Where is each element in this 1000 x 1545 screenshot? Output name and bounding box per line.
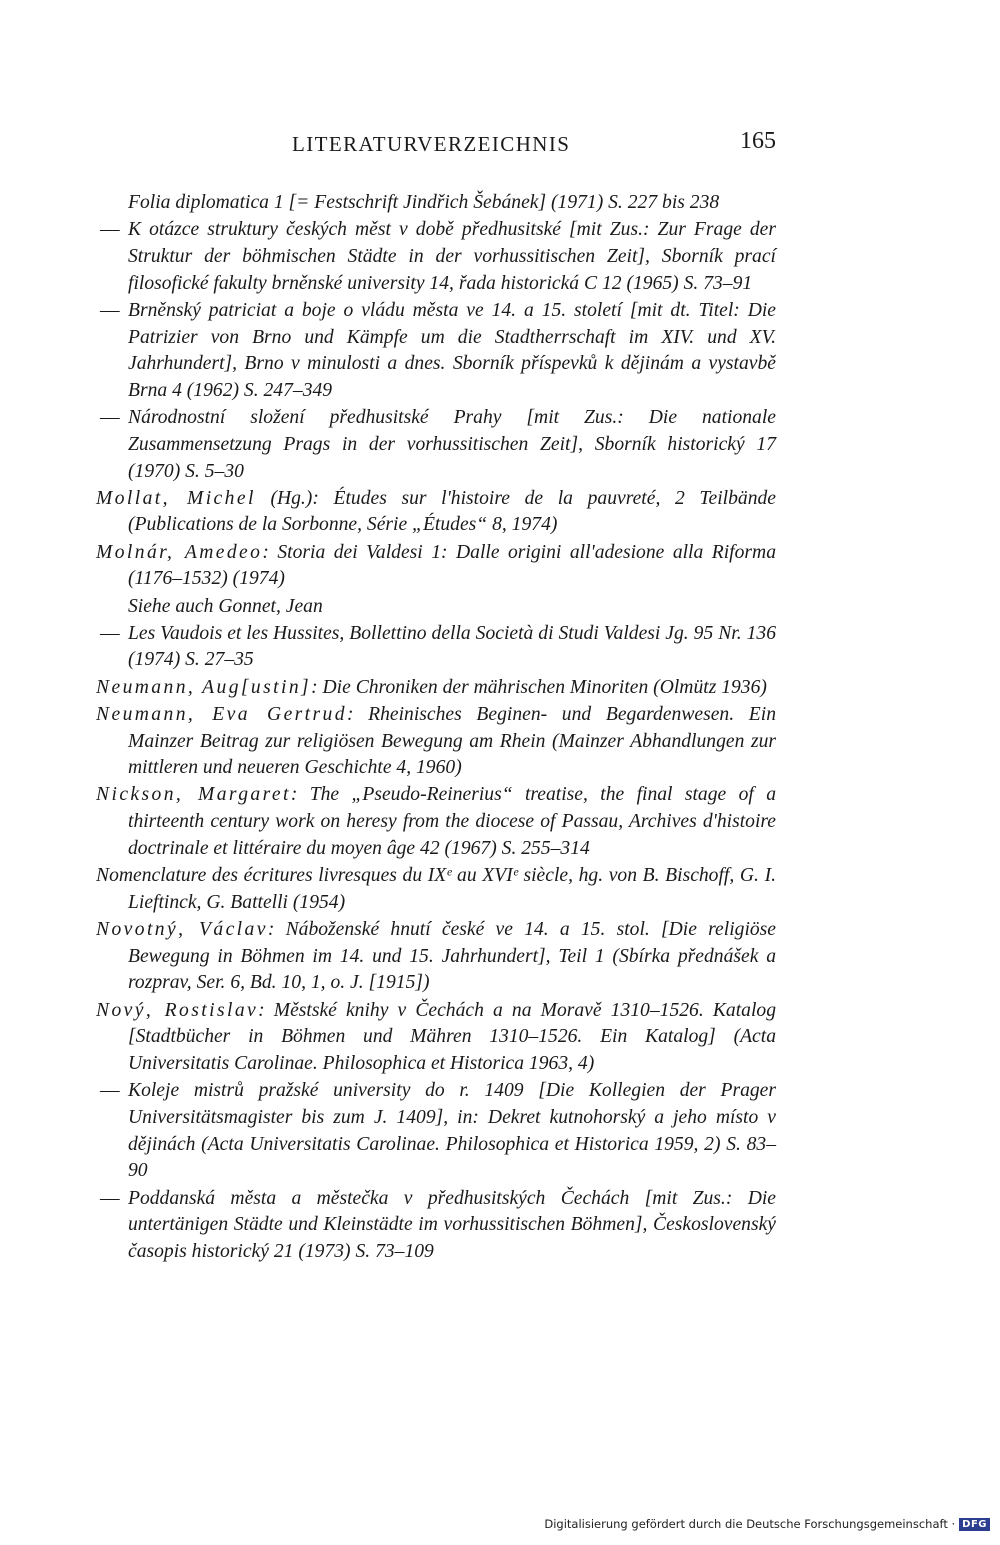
bibliography-entry: Novotný, Václav: Náboženské hnutí české ve 14. a 15. stol. [Die religiöse Bewegung in Böhmen im 14. und 15. Jahrhundert], Teil 1 (Sbírka přednášek a rozprav, Ser. 6, Bd. 10, 1, o. J. [1915]): [96, 918, 777, 994]
bibliography-entry: — Les Vaudois et les Hussites, Bollettino della Società di Studi Valdesi Jg. 95 Nr. 136 (1974) S. 27–35: [100, 622, 776, 671]
dash-mark: —: [100, 407, 120, 429]
footer-text: Digitalisierung gefördert durch die Deutsche Forschungsgemeinschaft ·: [544, 1517, 956, 1531]
digitization-footer: [544, 1515, 990, 1533]
bibliography-entry: — Brněnský patriciat a boje o vládu města ve 14. a 15. století [mit dt. Titel: Die Patrizier von Brno und Kämpfe um die Stadtherrschaft im XIV. und XV. Jahrhundert], Brno v minulosti a dnes. Sborník příspevků k dějinám a vystavbě Brna 4 (1962) S. 247–349: [100, 299, 776, 401]
entry-author: Molnár, Amedeo: [96, 541, 263, 563]
bibliography-entry: Siehe auch Gonnet, Jean: [128, 595, 323, 617]
entry-author: Nickson, Margaret: [96, 784, 291, 806]
bibliography-entry: Nový, Rostislav: Městské knihy v Čechách a na Moravě 1310–1526. Katalog [Stadtbücher in Böhmen und Mähren 1310–1526. Ein Katalog] (Acta Universitatis Carolinae. Philosophica et Historica 1963, 4): [96, 999, 776, 1074]
entry-author: Neumann, Aug[ustin]: [96, 676, 312, 698]
bibliography-entry: Nomenclature des écritures livresques du IXᵉ au XVIᵉ siècle, hg. von B. Bischoff, G. I. Lieftinck, G. Battelli (1954): [96, 865, 776, 913]
entry-author: Nový, Rostislav: [96, 999, 259, 1021]
bibliography-entry: — K otázce struktury českých měst v době předhusitské [mit Zus.: Zur Frage der Struktur der böhmischen Städte in der vorhussitischen Zeit], Sborník prací filosofické fakulty brněnské university 14, řada historická C 12 (1965) S. 73–91: [100, 219, 776, 294]
entry-author: Mollat, Michel: [96, 487, 256, 509]
bibliography-entry: — Poddanská města a městečka v předhusitských Čechách [mit Zus.: Die untertänigen Städte und Kleinstädte im vorhussitischen Böhmen], Československý časopis historický 21 (1973) S. 73–109: [100, 1187, 776, 1262]
bibliography-entry: — Národnostní složení předhusitské Prahy [mit Zus.: Die nationale Zusammensetzung Prags in der vorhussitischen Zeit], Sborník historický 17 (1970) S. 5–30: [100, 407, 776, 482]
dash-mark: —: [100, 219, 120, 241]
entry-author: Novotný, Václav: [96, 918, 268, 940]
dash-mark: —: [100, 1187, 120, 1209]
bibliography-entry: Neumann, Aug[ustin]: Die Chroniken der mährischen Minoriten (Olmütz 1936): [96, 676, 767, 698]
entry-author: Neumann, Eva Gertrud: [96, 703, 347, 725]
page-number: 165: [740, 128, 776, 154]
bibliography-entry: Mollat, Michel (Hg.): Études sur l'histoire de la pauvreté, 2 Teilbände (Publications de la Sorbonne, Série „Études“ 8, 1974): [96, 487, 776, 536]
running-head: [96, 128, 776, 162]
bibliography-entry: Neumann, Eva Gertrud: Rheinisches Beginen- und Begardenwesen. Ein Mainzer Beitrag zur religiösen Bewegung am Rhein (Mainzer Abhandlungen zur mittleren und neueren Geschichte 4, 1960): [96, 703, 776, 779]
running-head-title: LITERATURVERZEICHNIS: [292, 132, 571, 156]
bibliography-list: [96, 190, 776, 1266]
dfg-logo: DFG: [959, 1518, 990, 1531]
bibliography-entry: Molnár, Amedeo: Storia dei Valdesi 1: Dalle origini all'adesione alla Riforma (1176–1532) (1974): [96, 541, 776, 590]
dash-mark: —: [100, 1080, 120, 1102]
bibliography-entry: Folia diplomatica 1 [= Festschrift Jindřich Šebánek] (1971) S. 227 bis 238: [128, 192, 720, 213]
bibliography-entry: — Koleje mistrů pražské university do r. 1409 [Die Kollegien der Prager Universitätsmagister bis zum J. 1409], in: Dekret kutnohorský a jeho místo v dějinách (Acta Universitatis Carolinae. Philosophica et Historica 1959, 2) S. 83–90: [100, 1080, 776, 1182]
dash-mark: —: [100, 299, 120, 321]
dash-mark: —: [100, 622, 120, 644]
bibliography-entry: Nickson, Margaret: The „Pseudo-Reinerius“ treatise, the final stage of a thirteenth century work on heresy from the diocese of Passau, Archives d'histoire doctrinale et littéraire du moyen âge 42 (1967) S. 255–314: [96, 784, 776, 859]
